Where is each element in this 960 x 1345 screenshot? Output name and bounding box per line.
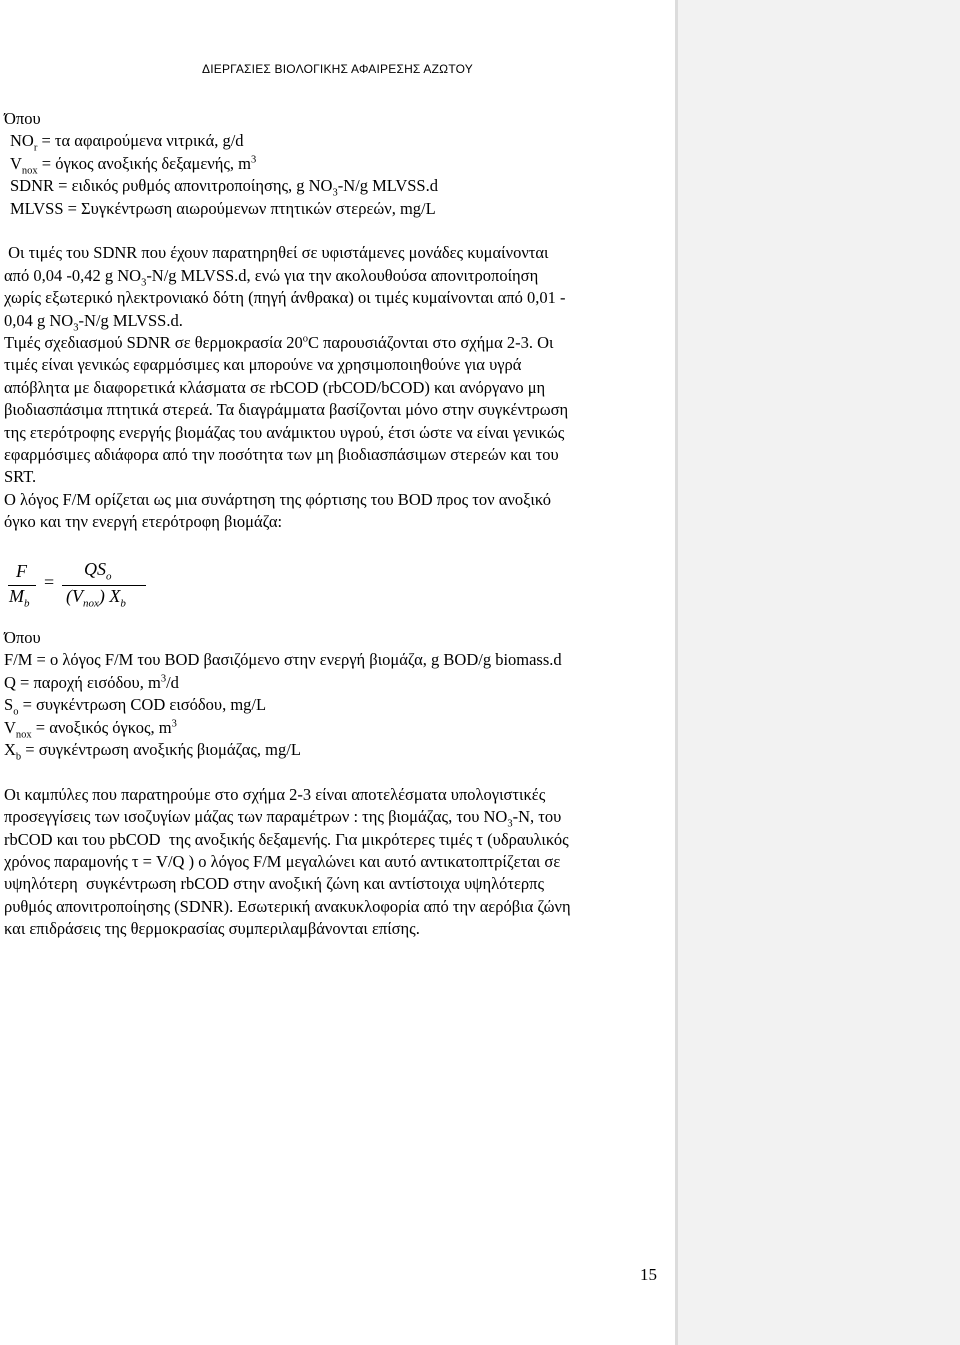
paragraph-line: ρυθμός απονιτροποίησης (SDNR). Εσωτερική ανακυκλοφορία από την αερόβια ζώνη <box>4 896 571 916</box>
definition-nor: $NO_r = \tau\alpha$ αφαιρούμενα νιτρικά, g/d <box>10 131 244 154</box>
formula-denominator-vx: $(V_{nox})$ $X_b$ <box>66 586 126 610</box>
paragraph-line: χρόνος παραμονής τ = V/Q ) ο λόγος F/M μεγαλώνει και αυτό αντικατοπτρίζεται σε <box>4 852 561 872</box>
paragraph-line: απόβλητα με διαφορετικά κλάσματα σε rbCOD (rbCOD/bCOD) και ανόργανο μη <box>4 377 546 397</box>
definition-fm: F/M = ο λόγος F/M του BOD βασιζόμενο στην ενεργή βιομάζα, g BOD/g biomass.d <box>4 650 562 670</box>
paragraph-line: Οι τιμές του SDNR που έχουν παρατηρηθεί σε υφιστάμενες μονάδες κυμαίνονται <box>4 243 549 263</box>
paragraph-line: βιοδιασπάσιμα πτητικά στερεά. Τα διαγράμματα βασίζονται μόνο στην συγκέντρωση <box>4 400 569 420</box>
paragraph-line: και επιδράσεις της θερμοκρασίας συμπεριλαμβάνονται επίσης. <box>4 919 420 939</box>
paragraph-line: χωρίς εξωτερικό ηλεκτρονιακό δότη (πηγή άνθρακα) οι τιμές κυμαίνονται από 0,01 - <box>4 288 566 308</box>
definition-sdnr: SDNR = ειδικός ρυθμός απονιτροποίησης, g $NO_3-N/g$ MLVSS.d <box>10 176 438 199</box>
comment-margin-pane <box>675 0 960 1345</box>
paragraph-line: υψηλότερη συγκέντρωση rbCOD στην ανοξική ζώνη και αντίστοιχα υψηλότερπς <box>4 874 544 894</box>
paragraph-line: της ετερότροφης ενεργής βιομάζας του ανάμικτου υγρού, έτσι ώστε να είναι γενικώς <box>4 422 565 442</box>
document-body <box>4 108 669 534</box>
definition-so: $S_o = \sigma\upsilon\gamma\kappa έ\nu\tau\rho\omega\sigma\eta$ COD εισόδου, mg/L <box>4 695 267 718</box>
formula-denominator-m: $M_b$ <box>9 586 30 610</box>
formula-equals: = <box>44 572 55 592</box>
where-label: Όπου <box>4 628 41 647</box>
paragraph-line: όγκο και την ενεργή ετερότροφη βιομάζα: <box>4 512 283 532</box>
paragraph-line: Οι καμπύλες που παρατηρούμε στο σχήμα 2-3 είναι αποτελέσματα υπολογιστικές <box>4 784 546 804</box>
where-label: Όπου <box>4 109 41 128</box>
definition-mlvss: MLVSS = Συγκέντρωση αιωρούμενων πτητικών στερεών, mg/L <box>10 198 436 218</box>
definition-xb: $X_b = \sigma\upsilon\gamma\kappa έ\nu\tau\rho\omega\sigma\eta$ ανοξικής βιομάζας, mg/L <box>4 740 301 763</box>
paragraph-line: rbCOD και του pbCOD της ανοξικής δεξαμενής. Για μικρότερες τιμές τ (υδραυλικός <box>4 829 569 849</box>
definition-q: Q = παροχή εισόδου, $m^3/d$ <box>4 672 179 692</box>
running-header: ΔΙΕΡΓΑΣΙΕΣ ΒΙΟΛΟΓΙΚΗΣ ΑΦΑΙΡΕΣΗΣ ΑΖΩΤΟΥ <box>201 62 473 76</box>
comment-margin-divider <box>675 0 678 1345</box>
formula-numerator-qs: $QS_o$ <box>84 559 112 583</box>
paragraph-line: από 0,04 -0,42 g $NO_3-N/g$ MLVSS.d, ενώ για την ακολουθούσα απονιτροποίηση <box>4 265 539 289</box>
paragraph-line: SRT. <box>4 467 37 487</box>
paragraph-line: Ο λόγος F/M ορίζεται ως μια συνάρτηση της φόρτισης του BOD προς τον ανοξικό <box>4 489 552 509</box>
document-body-lower <box>4 627 669 941</box>
paragraph-line: προσεγγίσεις των ισοζυγίων μάζας των παραμέτρων : της βιομάζας, του $NO_3-N$, του <box>4 807 562 830</box>
page-number: 15 <box>640 1265 657 1284</box>
fm-ratio-formula <box>6 555 206 615</box>
paragraph-line: 0,04 g $NO_3-N/g$ MLVSS.d. <box>4 310 183 333</box>
blank-line <box>4 761 669 783</box>
paragraph-line: Τιμές σχεδιασμού SDNR σε θερμοκρασία 20$^o$C παρουσιάζονται στο σχήμα 2-3. Οι <box>4 333 554 353</box>
definition-vnox: $V_{nox} = \alpha\nu o\xi\iota\kappa ό\varsigma$ όγκος, $m^3$ <box>4 717 177 740</box>
formula-numerator-f: F <box>16 561 27 581</box>
paragraph-line: τιμές είναι γενικώς εφαρμόσιμες και μπορούνε να χρησιμοποιηθούνε για υγρά <box>4 355 522 375</box>
definition-vnox: $V_{nox} = ό\gamma\kappa o\varsigma$ ανοξικής δεξαμενής, $m^3$ <box>10 153 257 177</box>
blank-line <box>4 220 669 242</box>
paragraph-line: εφαρμόσιμες αδιάφορα από την ποσότητα των μη βιοδιασπάσιμων στερεών και του <box>4 445 559 465</box>
